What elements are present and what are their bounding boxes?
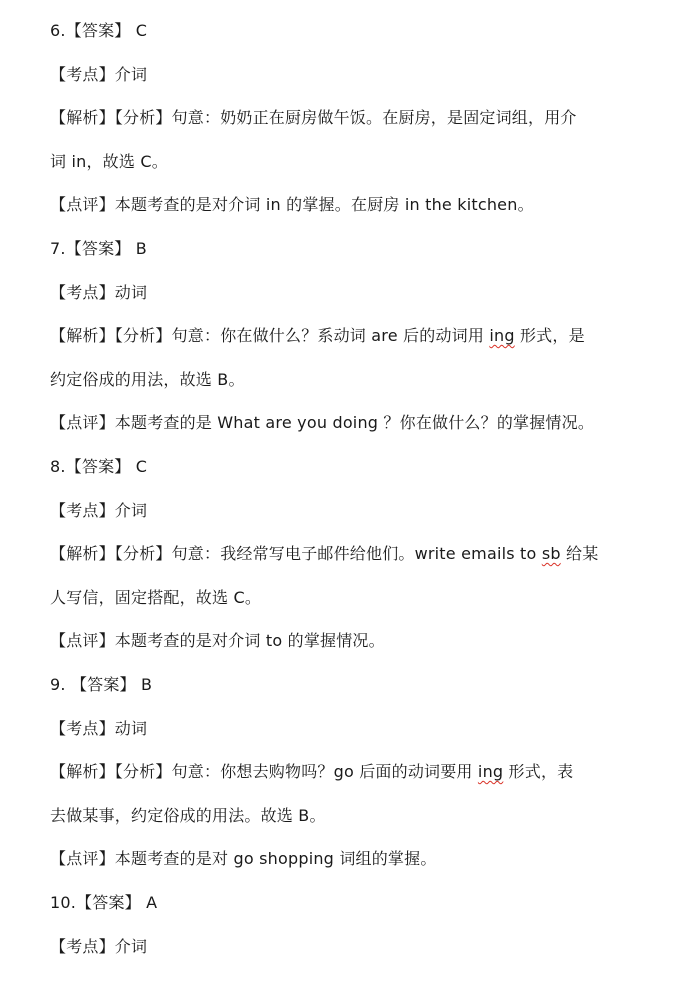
line-text: 人写信，固定搭配，故选 C。 [50,587,262,607]
line-text: 8.【答案】 C [50,457,148,476]
doc-line [50,674,152,696]
doc-line [50,64,147,86]
doc-line [50,805,326,827]
line-text: 9. 【答案】 B [50,675,153,694]
doc-line [50,718,147,740]
spellcheck-flagged-word: ing [477,762,504,782]
doc-line [50,848,437,870]
doc-line [50,282,147,304]
doc-line [50,151,168,173]
line-text: 【点评】本题考查的是对 go shopping 词组的掌握。 [50,849,437,869]
doc-line [50,587,261,609]
doc-line [50,456,147,478]
line-text: 形式，表 [503,762,574,782]
line-text: 【解析】【分析】句意：你想去购物吗？go 后面的动词要用 [50,762,478,782]
line-text: 约定俗成的用法，故选 B。 [50,369,245,389]
line-text: 10.【答案】 A [50,893,158,912]
line-text: 【考点】动词 [50,718,148,738]
line-text: 词 in，故选 C。 [50,151,168,171]
line-text: 【点评】本题考查的是对介词 in 的掌握。在厨房 in the kitchen。 [50,195,534,215]
line-text: 【考点】介词 [50,936,148,956]
doc-line [50,107,577,129]
line-text: 6.【答案】 C [50,21,148,40]
doc-line [50,194,534,216]
doc-line [50,238,147,260]
spellcheck-flagged-word: sb [541,544,561,564]
doc-line [50,369,245,391]
line-text: 【点评】本题考查的是 What are you doing ？你在做什么？的掌握情况。 [50,413,595,433]
doc-line [50,500,147,522]
doc-line [50,543,598,565]
doc-line [50,761,573,783]
doc-line [50,412,594,434]
doc-line [50,325,585,347]
doc-line [50,20,147,42]
line-text: 给某 [560,544,599,564]
line-text: 【考点】介词 [50,64,148,84]
line-text: 【点评】本题考查的是对介词 to 的掌握情况。 [50,631,385,651]
doc-line [50,936,147,958]
line-text: 去做某事，约定俗成的用法。故选 B。 [50,805,326,825]
line-text: 【解析】【分析】句意：我经常写电子邮件给他们。write emails to [50,544,542,564]
line-text: 【解析】【分析】句意：你在做什么？系动词 are 后的动词用 [50,326,490,346]
doc-line [50,630,385,652]
line-text: 形式，是 [514,326,585,346]
line-text: 【解析】【分析】句意：奶奶正在厨房做午饭。在厨房，是固定词组，用介 [50,108,577,128]
line-text: 【考点】介词 [50,500,148,520]
doc-line [50,892,157,914]
line-text: 7.【答案】 B [50,239,147,258]
spellcheck-flagged-word: ing [489,326,515,346]
line-text: 【考点】动词 [50,282,148,302]
